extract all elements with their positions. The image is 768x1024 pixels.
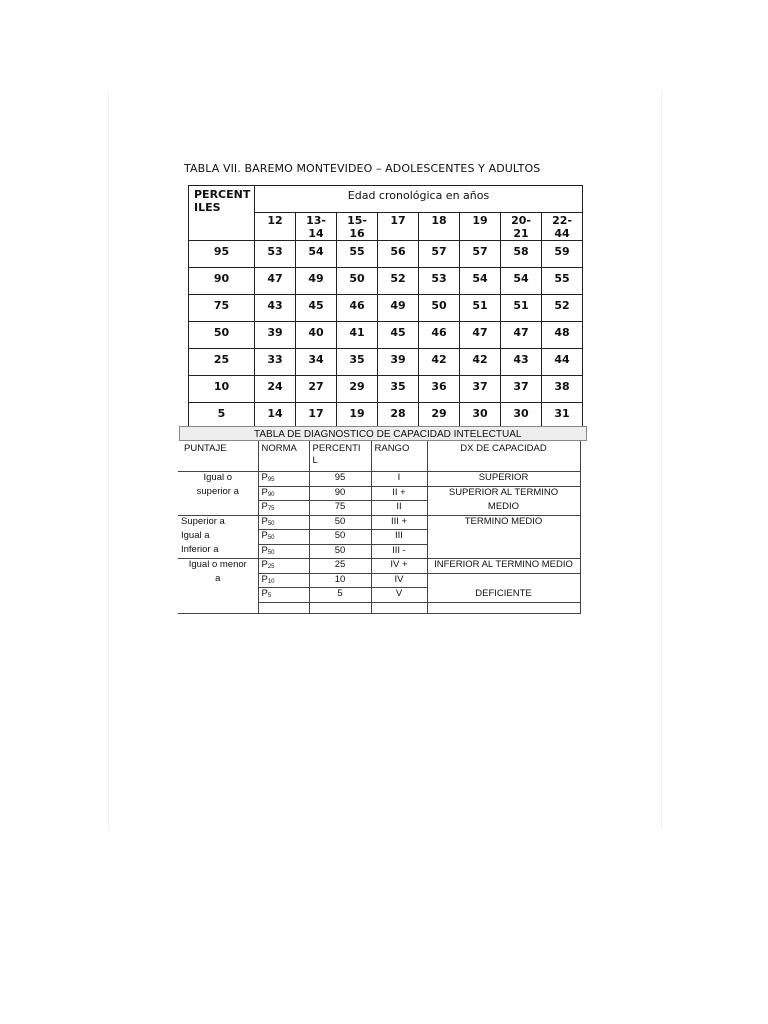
table-row: [178, 588, 580, 603]
rango-cell: V: [371, 588, 427, 603]
score-cell: 51: [501, 295, 542, 322]
table-row: [178, 559, 580, 574]
dx-cell: SUPERIOR AL TERMINO: [427, 486, 580, 501]
table-row-empty: [178, 602, 580, 613]
percentil-cell: 50: [309, 530, 371, 545]
score-cell: 46: [337, 295, 378, 322]
table-row: [189, 349, 583, 376]
percentil-cell: 10: [309, 573, 371, 588]
norma-cell: $P_{75}$: [258, 501, 309, 516]
score-cell: 54: [460, 268, 501, 295]
empty-cell: [258, 602, 309, 613]
score-cell: 14: [255, 403, 296, 430]
norma-cell: $P_{50}$: [258, 530, 309, 545]
empty-cell: [371, 602, 427, 613]
score-cell: 47: [460, 322, 501, 349]
dx-cell: DEFICIENTE: [427, 588, 580, 603]
puntaje-cell: Inferior a: [178, 544, 258, 559]
rango-cell: III +: [371, 515, 427, 530]
table-row: [178, 530, 580, 545]
score-cell: 45: [296, 295, 337, 322]
score-cell: 37: [501, 376, 542, 403]
table-row: [178, 472, 580, 487]
percentiles-header: PERCENT ILES: [189, 186, 255, 241]
score-cell: 33: [255, 349, 296, 376]
table2-title: TABLA DE DIAGNOSTICO DE CAPACIDAD INTELECTUAL: [179, 426, 587, 441]
table-row: [189, 268, 583, 295]
percentile-cell: 75: [189, 295, 255, 322]
rango-cell: I: [371, 472, 427, 487]
percentil-cell: 5: [309, 588, 371, 603]
rango-cell: III -: [371, 544, 427, 559]
age-column-header: 19: [460, 213, 501, 241]
norma-cell: $P_{25}$: [258, 559, 309, 574]
percentil-cell: 25: [309, 559, 371, 574]
score-cell: 50: [337, 268, 378, 295]
score-cell: 43: [255, 295, 296, 322]
age-group-header: Edad cronológica en años: [255, 186, 583, 213]
norma-cell: $P_{95}$: [258, 472, 309, 487]
table-row: [178, 515, 580, 530]
score-cell: 53: [255, 241, 296, 268]
table-row: [178, 486, 580, 501]
age-column-header: 13- 14: [296, 213, 337, 241]
score-cell: 44: [542, 349, 583, 376]
norma-cell: $P_{90}$: [258, 486, 309, 501]
score-cell: 42: [460, 349, 501, 376]
score-cell: 52: [542, 295, 583, 322]
percentil-cell: 50: [309, 515, 371, 530]
percentil-header: PERCENTI L: [309, 441, 371, 472]
score-cell: 30: [460, 403, 501, 430]
table-row: [189, 241, 583, 268]
norma-cell: $P_5$: [258, 588, 309, 603]
puntaje-cell: Igual o menor: [178, 559, 258, 574]
score-cell: 46: [419, 322, 460, 349]
score-cell: 28: [378, 403, 419, 430]
puntaje-header: PUNTAJE: [178, 441, 258, 472]
age-column-header: 15- 16: [337, 213, 378, 241]
percentile-cell: 95: [189, 241, 255, 268]
score-cell: 29: [419, 403, 460, 430]
rango-header: RANGO: [371, 441, 427, 472]
percentile-cell: 10: [189, 376, 255, 403]
score-cell: 42: [419, 349, 460, 376]
age-column-header: 20- 21: [501, 213, 542, 241]
norma-cell: $P_{10}$: [258, 573, 309, 588]
score-cell: 39: [378, 349, 419, 376]
dx-cell: [427, 530, 580, 545]
score-cell: 54: [501, 268, 542, 295]
percentile-cell: 90: [189, 268, 255, 295]
dx-cell: [427, 573, 580, 588]
rango-cell: IV +: [371, 559, 427, 574]
puntaje-cell: Superior a: [178, 515, 258, 530]
score-cell: 43: [501, 349, 542, 376]
dx-cell: TERMINO MEDIO: [427, 515, 580, 530]
puntaje-cell: Igual a: [178, 530, 258, 545]
rango-cell: IV: [371, 573, 427, 588]
table-row: [189, 295, 583, 322]
score-cell: 49: [378, 295, 419, 322]
score-cell: 57: [460, 241, 501, 268]
empty-cell: [309, 602, 371, 613]
score-cell: 35: [378, 376, 419, 403]
rango-cell: II: [371, 501, 427, 516]
score-cell: 58: [501, 241, 542, 268]
percentil-cell: 50: [309, 544, 371, 559]
percentil-cell: 90: [309, 486, 371, 501]
empty-cell: [427, 602, 580, 613]
table-row: [189, 322, 583, 349]
rango-cell: II +: [371, 486, 427, 501]
score-cell: 48: [542, 322, 583, 349]
score-cell: 50: [419, 295, 460, 322]
score-cell: 51: [460, 295, 501, 322]
percentile-cell: 5: [189, 403, 255, 430]
puntaje-cell: superior a: [178, 486, 258, 501]
score-cell: 57: [419, 241, 460, 268]
age-column-header: 17: [378, 213, 419, 241]
dx-cell: SUPERIOR: [427, 472, 580, 487]
score-cell: 34: [296, 349, 337, 376]
table-row: [189, 376, 583, 403]
puntaje-cell: a: [178, 573, 258, 588]
score-cell: 53: [419, 268, 460, 295]
dx-cell: [427, 544, 580, 559]
age-column-header: 18: [419, 213, 460, 241]
table-row: [178, 501, 580, 516]
diagnostico-table: [178, 441, 581, 614]
dx-cell: INFERIOR AL TERMINO MEDIO: [427, 559, 580, 574]
table-row: [178, 544, 580, 559]
score-cell: 36: [419, 376, 460, 403]
percentil-cell: 75: [309, 501, 371, 516]
age-column-header: 12: [255, 213, 296, 241]
score-cell: 29: [337, 376, 378, 403]
baremo-table: [188, 185, 583, 430]
score-cell: 52: [378, 268, 419, 295]
percentil-cell: 95: [309, 472, 371, 487]
score-cell: 41: [337, 322, 378, 349]
score-cell: 39: [255, 322, 296, 349]
rango-cell: III: [371, 530, 427, 545]
norma-cell: $P_{50}$: [258, 515, 309, 530]
dx-cell: MEDIO: [427, 501, 580, 516]
percentile-cell: 25: [189, 349, 255, 376]
norma-header: NORMA: [258, 441, 309, 472]
table2-header-row: [178, 441, 580, 472]
score-cell: 31: [542, 403, 583, 430]
empty-cell: [178, 602, 258, 613]
score-cell: 38: [542, 376, 583, 403]
score-cell: 37: [460, 376, 501, 403]
score-cell: 24: [255, 376, 296, 403]
puntaje-cell: Igual o: [178, 472, 258, 487]
score-cell: 45: [378, 322, 419, 349]
table1-title: TABLA VII. BAREMO MONTEVIDEO – ADOLESCENTES Y ADULTOS: [184, 162, 541, 175]
age-column-header: 22- 44: [542, 213, 583, 241]
score-cell: 59: [542, 241, 583, 268]
score-cell: 49: [296, 268, 337, 295]
table-row: [178, 573, 580, 588]
score-cell: 40: [296, 322, 337, 349]
score-cell: 55: [542, 268, 583, 295]
dx-header: DX DE CAPACIDAD: [427, 441, 580, 472]
percentile-cell: 50: [189, 322, 255, 349]
score-cell: 55: [337, 241, 378, 268]
puntaje-cell: [178, 588, 258, 603]
score-cell: 19: [337, 403, 378, 430]
score-cell: 47: [255, 268, 296, 295]
score-cell: 56: [378, 241, 419, 268]
norma-cell: $P_{50}$: [258, 544, 309, 559]
score-cell: 17: [296, 403, 337, 430]
score-cell: 35: [337, 349, 378, 376]
puntaje-cell: [178, 501, 258, 516]
score-cell: 30: [501, 403, 542, 430]
score-cell: 27: [296, 376, 337, 403]
score-cell: 47: [501, 322, 542, 349]
score-cell: 54: [296, 241, 337, 268]
